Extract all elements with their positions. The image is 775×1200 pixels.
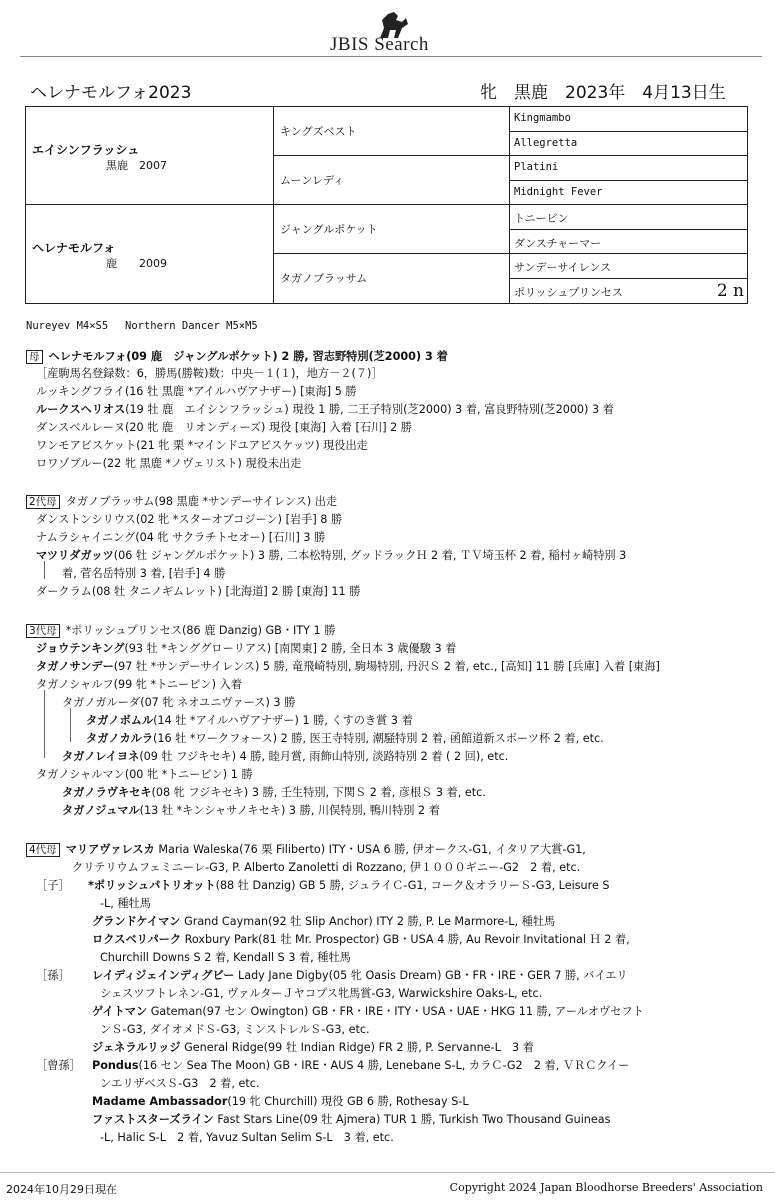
horse-record: Roxbury Park(81 牡 Mr. Prospector) GB・USA 4 勝, Au Revoir Invitational Ｈ 2 着,: [184, 933, 630, 946]
as-of-date: 2024年10月29日現在: [6, 1183, 117, 1196]
pedigree-ddd-name: ポリッシュプリンセス: [514, 285, 623, 299]
horse-link[interactable]: ジェネラルリッジ: [92, 1041, 181, 1054]
tree-line: [44, 561, 45, 579]
horse-record: Grand Cayman(92 牡 Slip Anchor) ITY 2 勝, P. Le Marmore-L, 種牡馬: [184, 915, 556, 928]
horse-record: (08 牝 フジキセキ) 3 勝, 壬生特別, 下関Ｓ 2 着, 彦根Ｓ 3 着, etc.: [151, 786, 486, 799]
horse-record: Gateman(97 セン Owington) GB・FR・IRE・ITY・USA・UAE・HKG 11 勝, アールオヴセフト: [150, 1005, 644, 1018]
list-item[interactable]: [62, 802, 440, 818]
pedigree-sss-name: Kingmambo: [514, 112, 571, 124]
pedigree-dss-name: トニービン: [514, 212, 569, 225]
list-item[interactable]: [92, 931, 630, 947]
header-divider: [20, 56, 762, 57]
horse-record: (88 牡 Danzig) GB 5 勝, ジュライＣ-G1, コーク＆オラリーＳ-G3, Leisure S: [215, 879, 610, 892]
horse-name: ヘレナモルフォ2023: [30, 83, 192, 103]
footer-divider: [0, 1172, 775, 1173]
g4-line: [26, 841, 586, 857]
horse-record: (93 牡 *キンググローリアス) [南関東] 2 勝, 全日本 3 歳優駿 3 着: [124, 642, 457, 655]
pedigree-dd-name: タガノブラッサム: [280, 272, 368, 285]
pedigree-sd-cell[interactable]: [274, 156, 510, 205]
tag-second-dam: 2代母: [26, 495, 60, 509]
list-item-continued: 着, 菅名岳特別 3 着, [岩手] 4 勝: [62, 567, 226, 580]
list-item[interactable]: タガノシャルマン(00 牝 *トニービン) 1 勝: [36, 768, 253, 781]
horse-record: (06 牡 ジャングルポケット) 3 勝, 二本松特別, グッドラックＨ 2 着, ＴＶ埼玉杯 2 着, 稲村ヶ崎特別 3: [113, 549, 627, 562]
pedigree-ddd-cell[interactable]: [510, 279, 748, 304]
horse-link[interactable]: タガノラヴキセキ: [62, 786, 152, 799]
horse-link[interactable]: ロクスベリパーク: [92, 933, 182, 946]
dam-produce-summary: ［産駒馬名登録数：6，勝馬(勝鞍)数：中央－１(１)，地方－２(７)］: [36, 367, 383, 380]
list-item[interactable]: ナムラシャイニング(04 牝 サクラチトセオー) [石川] 3 勝: [36, 531, 326, 544]
horse-record: (13 牡 *キンシャサノキセキ) 3 勝, 川俣特別, 鴨川特別 2 着: [139, 804, 440, 817]
list-item[interactable]: [86, 712, 413, 728]
pedigree-sire-cell[interactable]: [26, 107, 274, 205]
horse-link[interactable]: タガノボムル: [86, 714, 154, 727]
pedigree-dss-cell[interactable]: [510, 205, 748, 230]
horse-record: General Ridge(99 牡 Indian Ridge) FR 2 勝, P. Servanne-L 3 着: [184, 1041, 534, 1054]
list-item[interactable]: [86, 730, 604, 746]
horse-link[interactable]: Madame Ambassador: [92, 1095, 228, 1108]
list-item[interactable]: [36, 547, 626, 563]
horse-info: 牝 黒鹿 2023年 4月13日生: [480, 83, 726, 103]
g2-record[interactable]: タガノブラッサム(98 黒鹿 *サンデーサイレンス) 出走: [65, 495, 338, 508]
horse-link[interactable]: マツリダガッツ: [36, 549, 114, 562]
list-item[interactable]: [92, 1057, 629, 1073]
list-item[interactable]: [92, 1039, 534, 1055]
tag-grandchildren: ［孫］: [36, 969, 70, 982]
title-row: [30, 78, 760, 102]
pedigree-sss-cell[interactable]: [510, 107, 748, 132]
list-item-continued: Churchill Downs S 2 着, Kendall S 3 着, 種牡馬: [100, 951, 351, 964]
list-item[interactable]: [92, 1093, 469, 1109]
pedigree-ds-cell[interactable]: [274, 205, 510, 254]
copyright: Copyright 2024 Japan Bloodhorse Breeders' Association: [449, 1181, 763, 1194]
jbis-logo[interactable]: [0, 6, 775, 56]
list-item[interactable]: [92, 913, 555, 929]
tag-children: ［子］: [36, 879, 70, 892]
pedigree-table: [25, 106, 748, 304]
pedigree-sds-cell[interactable]: [510, 156, 748, 181]
horse-record: (14 牡 *アイルハヴアナザー) 1 勝, くすのき賞 3 着: [153, 714, 413, 727]
inbreeding-note: Nureyev M4×S5 Northern Dancer M5×M5: [26, 320, 258, 332]
horse-record: Maria Waleska(76 栗 Filiberto) ITY・USA 6 勝, 伊オークス-G1, イタリア大賞-G1,: [158, 843, 586, 856]
horse-link[interactable]: *ポリッシュパトリオット: [88, 879, 216, 892]
horse-record: Fast Stars Line(09 牡 Ajmera) TUR 1 勝, Turkish Two Thousand Guineas: [217, 1113, 611, 1126]
list-item[interactable]: タガノシャルフ(99 牝 *トニービン) 入着: [36, 678, 242, 691]
tree-line: [44, 690, 45, 758]
horse-link[interactable]: タガノサンデー: [36, 660, 114, 673]
horse-link[interactable]: タガノレイヨネ: [62, 750, 140, 763]
tag-great-grandchildren: ［曾孫］: [36, 1059, 81, 1072]
list-item[interactable]: [36, 640, 456, 656]
list-item-continued: ンエリザベスＳ-G3 2 着, etc.: [100, 1077, 260, 1090]
horse-record: (19 牡 鹿 エイシンフラッシュ) 現役 1 勝, 二王子特別(芝2000) 3 着, 富良野特別(芝2000) 3 着: [125, 403, 614, 416]
sire-info: 黒鹿 2007: [106, 159, 167, 172]
dam-name: ヘレナモルフォ: [32, 241, 116, 255]
tag-fourth-dam: 4代母: [26, 843, 60, 857]
list-item-continued: クリテリウムフェミニーレ-G3, P. Alberto Zanoletti di Rozzano, 伊１０００ギニー-G2 2 着, etc.: [72, 861, 581, 874]
pedigree-ds-name: ジャングルポケット: [280, 223, 378, 236]
list-item[interactable]: [88, 877, 610, 893]
horse-record: (19 牝 Churchill) 現役 GB 6 勝, Rothesay S-L: [227, 1095, 469, 1108]
list-item-continued: -L, Halic S-L 2 着, Yavuz Sultan Selim S-L 3 着, etc.: [100, 1131, 394, 1144]
list-item[interactable]: [36, 401, 614, 417]
pedigree-dam-cell[interactable]: [26, 205, 274, 303]
dam-line: [26, 348, 448, 364]
list-item[interactable]: ルッキングフライ(16 牡 黒鹿 *アイルハヴアナザー) [東海] 5 勝: [36, 385, 357, 398]
g3-line: [26, 622, 335, 638]
horse-record: Lady Jane Digby(05 牝 Oasis Dream) GB・FR・IRE・GER 7 勝, バイエリ: [237, 969, 628, 982]
horse-link[interactable]: ジョウテンキング: [36, 642, 125, 655]
pedigree-ssd-cell[interactable]: [510, 132, 748, 157]
list-item[interactable]: ロワゾブルー(22 牝 黒鹿 *ノヴェリスト) 現役未出走: [36, 457, 302, 470]
dam-info: 鹿 2009: [106, 257, 167, 270]
pedigree-dsd-name: ダンスチャーマー: [514, 236, 602, 250]
pedigree-sdd-cell[interactable]: [510, 181, 748, 206]
tag-third-dam: 3代母: [26, 624, 60, 638]
pedigree-ssd-name: Allegretta: [514, 136, 578, 149]
list-item[interactable]: ダンスベルレーヌ(20 牝 鹿 リオンディーズ) 現役 [東海] 入着 [石川] 2 勝: [36, 421, 412, 434]
list-item[interactable]: ワンモアビスケット(21 牝 栗 *マインドユアビスケッツ) 現役出走: [36, 439, 368, 452]
horse-link[interactable]: タガノジュマル: [62, 804, 140, 817]
pedigree-ss-name: キングズベスト: [280, 125, 357, 138]
pedigree-dd-cell[interactable]: [274, 254, 510, 303]
tree-line: [70, 708, 71, 742]
horse-record: (09 牡 フジキセキ) 4 勝, 睦月賞, 雨飾山特別, 淡路特別 2 着 ( 2 回), etc.: [139, 750, 509, 763]
pedigree-sdd-name: Midnight Fever: [514, 185, 603, 198]
list-item[interactable]: [36, 658, 660, 674]
list-item[interactable]: タガノガルーダ(07 牝 ネオユニヴァース) 3 勝: [62, 696, 296, 709]
g3-record[interactable]: *ポリッシュプリンセス(86 鹿 Danzig) GB・ITY 1 勝: [65, 624, 336, 637]
tag-dam: 母: [26, 350, 43, 364]
pedigree-sd-name: ムーンレディ: [280, 174, 345, 187]
horse-link[interactable]: ファストスターズライン: [92, 1113, 214, 1126]
horse-link[interactable]: Pondus: [92, 1059, 139, 1072]
horse-link[interactable]: タガノカルラ: [86, 732, 154, 745]
horse-link[interactable]: マリアヴァレスカ: [65, 843, 155, 856]
pedigree-sds-name: Platini: [514, 161, 559, 173]
list-item[interactable]: [92, 1003, 644, 1019]
horse-link[interactable]: レイディジェインディグビー: [92, 969, 235, 982]
list-item[interactable]: [92, 967, 628, 983]
logo-text: JBIS Search: [330, 34, 429, 55]
pedigree-dsd-cell[interactable]: [510, 230, 748, 255]
horse-link[interactable]: ルークスヘリオス: [36, 403, 126, 416]
sire-name: エイシンフラッシュ: [32, 143, 140, 157]
list-item[interactable]: [62, 784, 486, 800]
pedigree-dds-name: サンデーサイレンス: [514, 261, 612, 274]
list-item[interactable]: ダークラム(08 牡 タニノギムレット) [北海道] 2 勝 [東海] 11 勝: [36, 585, 361, 598]
list-item-continued: -L, 種牡馬: [100, 897, 151, 910]
pedigree-dds-cell[interactable]: [510, 254, 748, 279]
list-item[interactable]: [92, 1111, 610, 1127]
horse-link[interactable]: グランドケイマン: [92, 915, 181, 928]
list-item[interactable]: [62, 748, 508, 764]
list-item-continued: ンＳ-G3, ダイオメドＳ-G3, ミンストレルＳ-G3, etc.: [100, 1023, 370, 1036]
horse-record: (97 牡 *サンデーサイレンス) 5 勝, 竜飛崎特別, 駒場特別, 丹沢Ｓ 2 着, etc., [高知] 11 勝 [兵庫] 入着 [東海]: [113, 660, 660, 673]
list-item[interactable]: ダンストンシリウス(02 牝 *スターオブコジーン) [岩手] 8 勝: [36, 513, 343, 526]
pedigree-ss-cell[interactable]: [274, 107, 510, 156]
horse-link[interactable]: ゲイトマン: [92, 1005, 148, 1018]
generation-count: 2 n: [716, 280, 744, 301]
g2-line: [26, 493, 337, 509]
dam-record[interactable]: ヘレナモルフォ(09 鹿 ジャングルポケット) 2 勝, 習志野特別(芝2000) 3 着: [48, 350, 448, 363]
horse-record: (16 セン Sea The Moon) GB・IRE・AUS 4 勝, Lenebane S-L, カラＣ-G2 2 着, ＶＲＣクイー: [138, 1059, 630, 1072]
horse-record: (16 牡 *ワークフォース) 2 勝, 医王寺特別, 潮騒特別 2 着, 函館道新スポーツ杯 2 着, etc.: [153, 732, 604, 745]
list-item-continued: シェスツフトレネン-G1, ヴァルターＪヤコプス牝馬賞-G3, Warwickshire Oaks-L, etc.: [100, 987, 543, 1000]
